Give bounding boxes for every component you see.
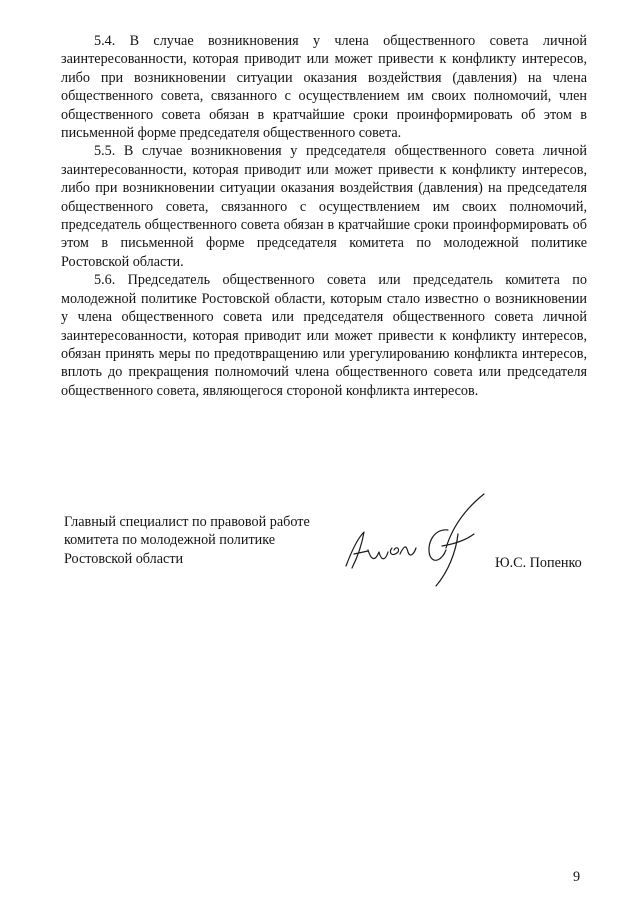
page-number: 9: [573, 869, 581, 885]
signature-block: [64, 513, 310, 568]
paragraph-5-5: 5.5. В случае возникновения у председателя общественного совета личной заинтересованности, которая приводит или может привести к конфликту интересов, либо при возникновении ситуации оказания воздействия (давления) на председателя общественного совета, связанного с осуществлением им своих полномочий, председатель общественного совета обязан в кратчайшие сроки проинформировать об этом в письменной форме председателя комитета по молодежной политике Ростовской области.: [61, 143, 587, 270]
signer-name: Ю.С. Попенко: [495, 555, 582, 571]
position-line: комитета по молодежной политике: [64, 532, 276, 549]
paragraph-5-6: 5.6. Председатель общественного совета или председатель комитета по молодежной политике Ростовской области, которым стало известно о возникновении у члена общественного совета или председателя общественного совета личной заинтересованности, которая приводит или может привести к конфликту интересов, обязан принять меры по предотвращению или урегулированию конфликта интересов, вплоть до прекращения полномочий члена общественного совета или председателя общественного совета, являющегося стороной конфликта интересов.: [61, 272, 587, 399]
handwritten-signature: [338, 488, 488, 603]
position-line: Главный специалист по правовой работе: [64, 514, 310, 530]
document-body: [61, 32, 587, 400]
paragraph-5-4: 5.4. В случае возникновения у члена общественного совета личной заинтересованности, которая приводит или может привести к конфликту интересов, либо при возникновении ситуации оказания воздействия (давления) на члена общественного совета, связанного с осуществлением им своих полномочий, член общественного совета обязан в кратчайшие сроки проинформировать об этом в письменной форме председателя общественного совета.: [61, 33, 587, 142]
position-line: Ростовской области: [64, 550, 184, 567]
